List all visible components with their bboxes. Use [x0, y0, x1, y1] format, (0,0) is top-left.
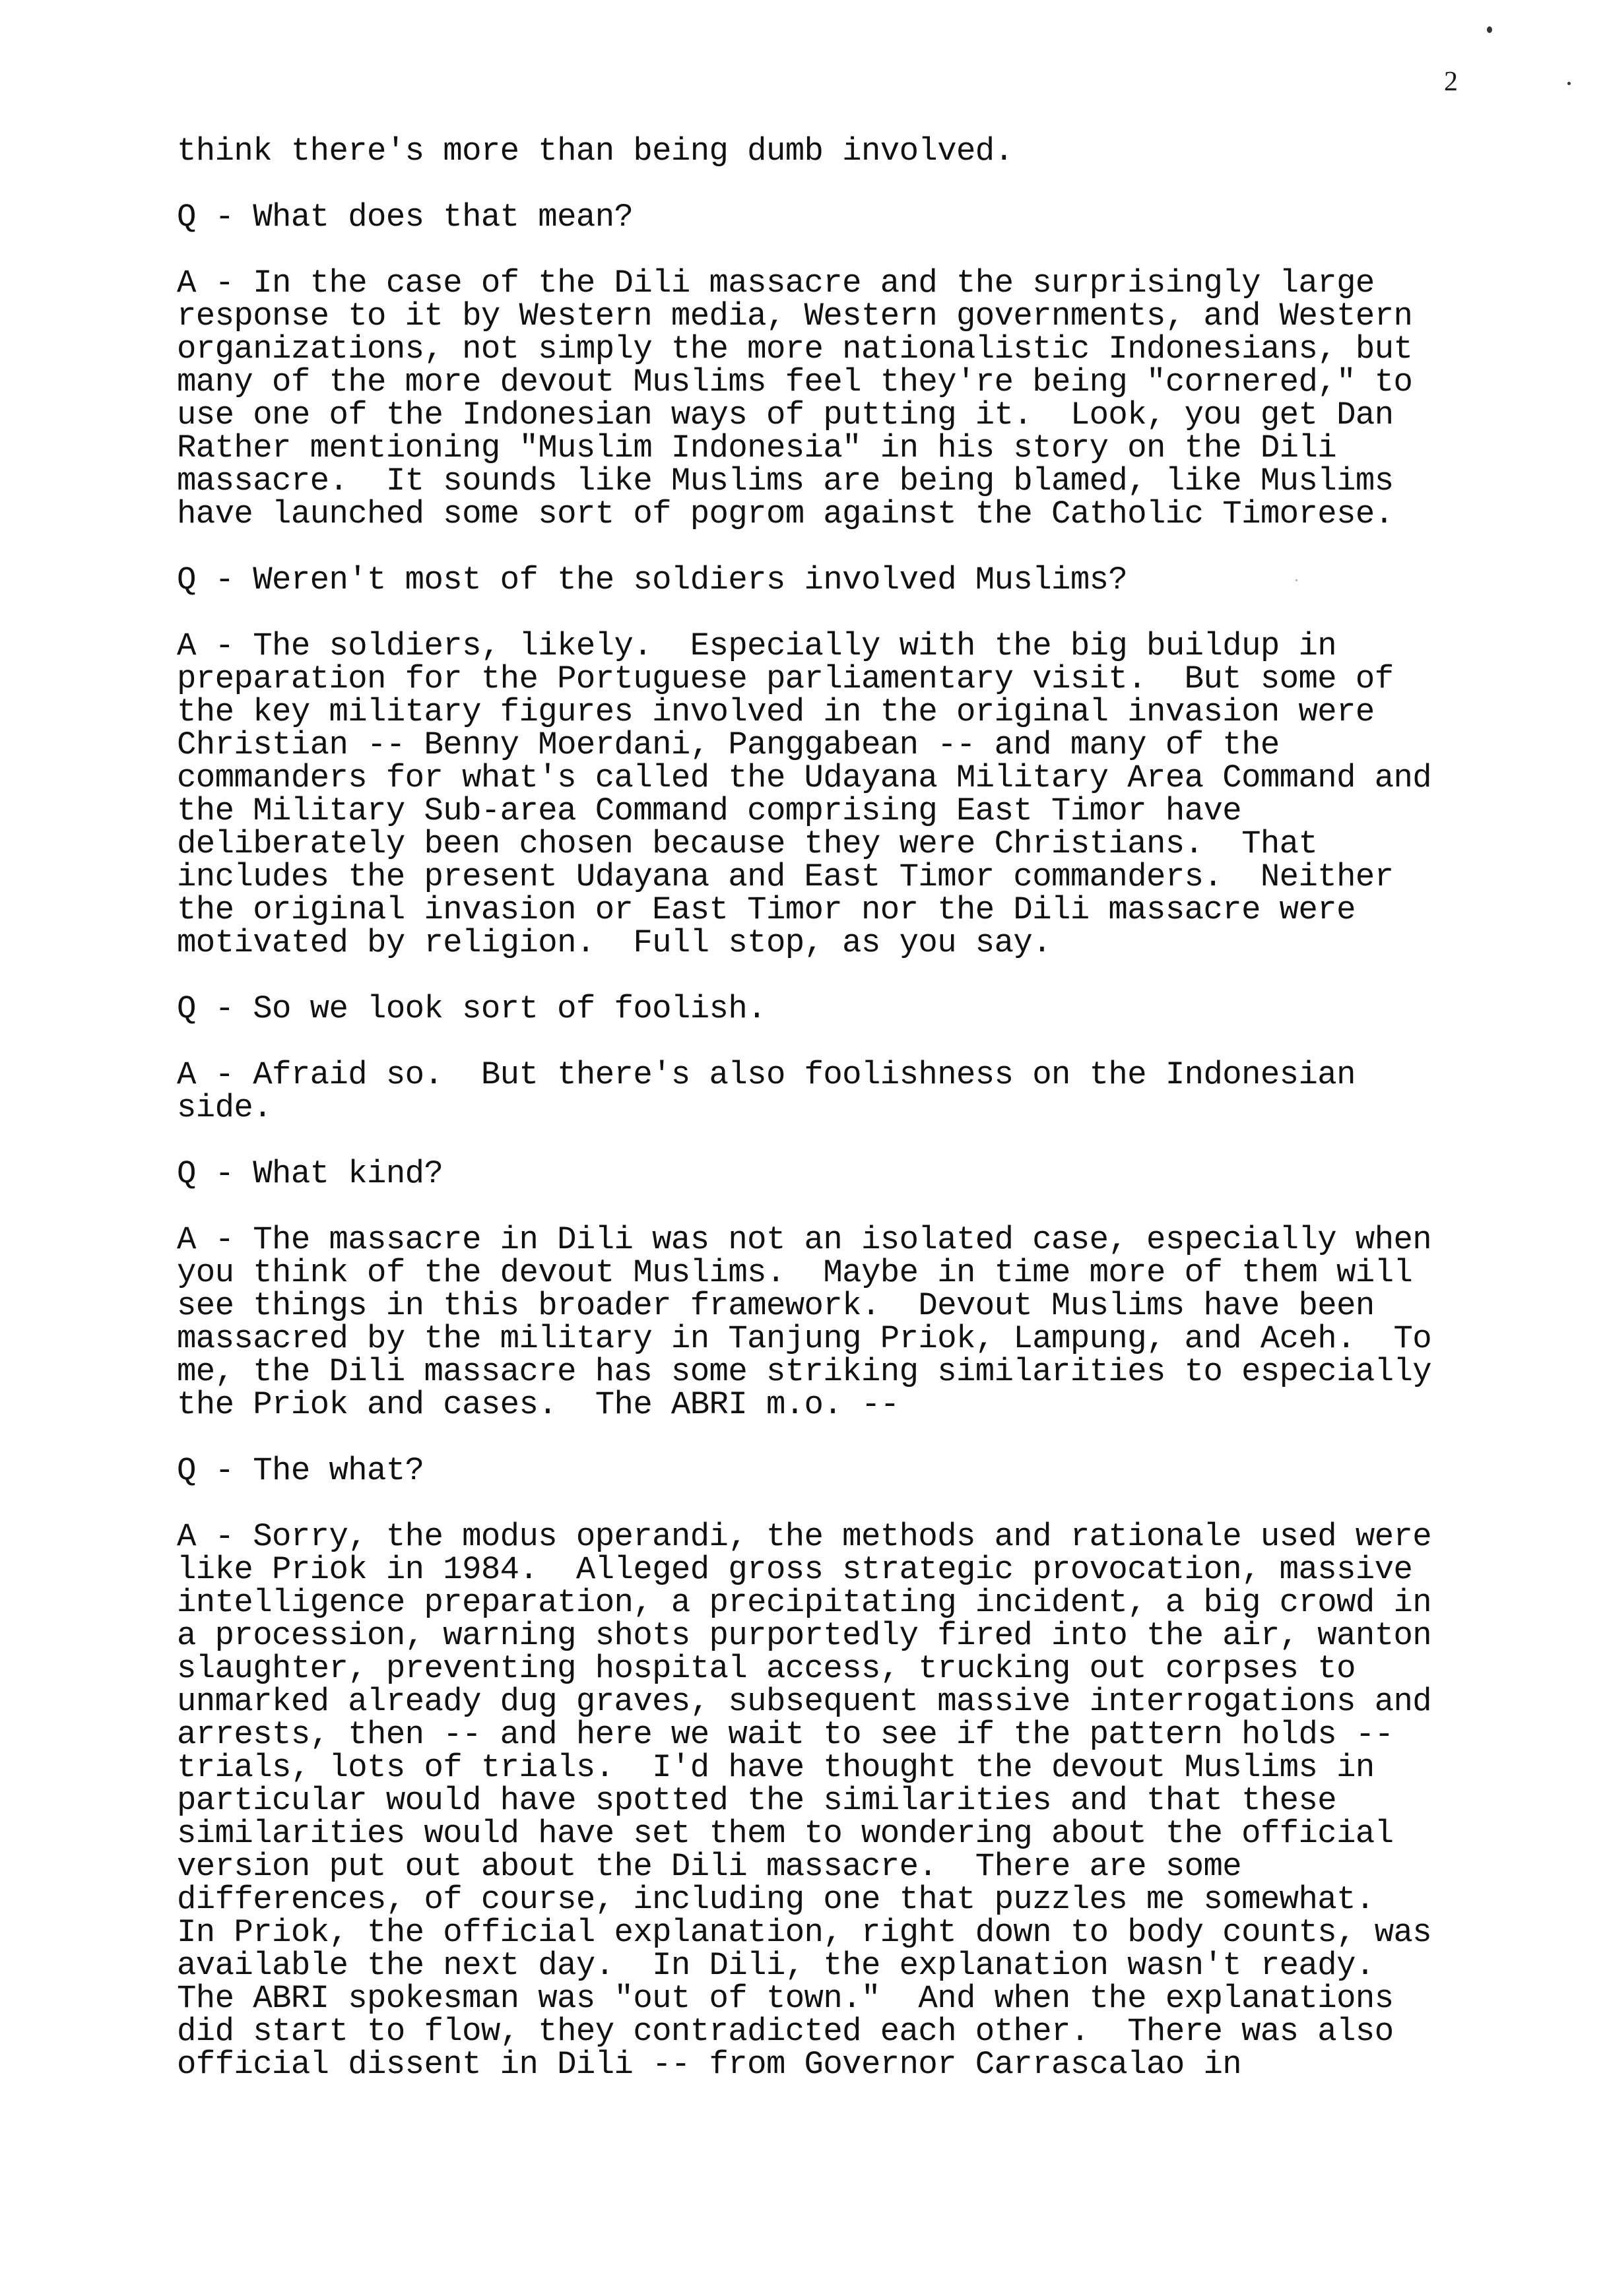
text-line: A - Sorry, the modus operandi, the methods and rationale used were	[177, 1518, 1432, 1555]
text-line: organizations, not simply the more nationalistic Indonesians, but	[177, 331, 1413, 367]
text-line: A - In the case of the Dili massacre and the surprisingly large	[177, 265, 1375, 302]
text-line: use one of the Indonesian ways of putting it. Look, you get Dan	[177, 397, 1394, 433]
paragraph-gap	[177, 1190, 1497, 1223]
text-line: unmarked already dug graves, subsequent massive interrogations and	[177, 1683, 1432, 1720]
text-line: motivated by religion. Full stop, as you say.	[177, 924, 1052, 961]
text-line: particular would have spotted the similarities and that these	[177, 1782, 1337, 1819]
paragraph-p7	[177, 1058, 1497, 1124]
text-line: official dissent in Dili -- from Governor Carrascalao in	[177, 2046, 1242, 2083]
scan-speck	[1487, 26, 1492, 33]
scan-speck	[1567, 82, 1571, 85]
text-line: arrests, then -- and here we wait to see if the pattern holds --	[177, 1716, 1394, 1753]
text-line: the original invasion or East Timor nor the Dili massacre were	[177, 891, 1356, 928]
text-line: Q - What kind?	[177, 1155, 443, 1192]
text-line: intelligence preparation, a precipitating incident, a big crowd in	[177, 1584, 1432, 1621]
text-line: you think of the devout Muslims. Maybe in time more of them will	[177, 1254, 1413, 1291]
paragraph-gap	[177, 1025, 1497, 1058]
text-line: the Military Sub-area Command comprising East Timor have	[177, 792, 1242, 829]
paragraph-p6	[177, 992, 1497, 1025]
paragraph-p10	[177, 1454, 1497, 1487]
page-number: 2	[1444, 67, 1458, 97]
paragraph-gap	[177, 1487, 1497, 1520]
text-line: massacred by the military in Tanjung Priok, Lampung, and Aceh. To	[177, 1320, 1432, 1357]
text-line: the key military figures involved in the original invasion were	[177, 693, 1375, 730]
text-line: trials, lots of trials. I'd have thought the devout Muslims in	[177, 1749, 1375, 1786]
paragraph-gap	[177, 530, 1497, 563]
text-line: slaughter, preventing hospital access, trucking out corpses to	[177, 1650, 1356, 1687]
paragraph-p3	[177, 267, 1497, 530]
paragraph-p1	[177, 135, 1497, 168]
text-line: differences, of course, including one that puzzles me somewhat.	[177, 1881, 1375, 1918]
text-line: response to it by Western media, Western governments, and Western	[177, 298, 1413, 335]
text-line: Christian -- Benny Moerdani, Panggabean -- and many of the	[177, 726, 1280, 763]
text-line: Q - So we look sort of foolish.	[177, 990, 766, 1027]
text-line: the Priok and cases. The ABRI m.o. --	[177, 1386, 900, 1423]
text-line: like Priok in 1984. Alleged gross strategic provocation, massive	[177, 1551, 1413, 1588]
paragraph-p9	[177, 1223, 1497, 1421]
paragraph-p5	[177, 629, 1497, 959]
text-line: Q - Weren't most of the soldiers involved Muslims?	[177, 561, 1128, 598]
text-line: see things in this broader framework. Devout Muslims have been	[177, 1287, 1375, 1324]
text-line: version put out about the Dili massacre. There are some	[177, 1848, 1242, 1885]
text-line: have launched some sort of pogrom against the Catholic Timorese.	[177, 495, 1394, 532]
text-line: many of the more devout Muslims feel they're being "cornered," to	[177, 364, 1413, 400]
text-line: massacre. It sounds like Muslims are being blamed, like Muslims	[177, 462, 1394, 499]
text-line: preparation for the Portuguese parliamentary visit. But some of	[177, 660, 1394, 697]
text-line: me, the Dili massacre has some striking similarities to especially	[177, 1353, 1432, 1390]
text-line: side.	[177, 1089, 273, 1126]
text-line: A - Afraid so. But there's also foolishness on the Indonesian	[177, 1056, 1356, 1093]
text-line: deliberately been chosen because they were Christians. That	[177, 825, 1318, 862]
paragraph-gap	[177, 596, 1497, 629]
paragraph-gap	[177, 168, 1497, 201]
interview-transcript	[177, 135, 1497, 2081]
text-line: In Priok, the official explanation, right down to body counts, was	[177, 1914, 1432, 1951]
text-line: Q - What does that mean?	[177, 199, 634, 236]
text-line: available the next day. In Dili, the explanation wasn't ready.	[177, 1947, 1375, 1984]
text-line: A - The massacre in Dili was not an isolated case, especially when	[177, 1221, 1432, 1258]
text-line: did start to flow, they contradicted each other. There was also	[177, 2013, 1394, 2050]
paragraph-p8	[177, 1157, 1497, 1190]
text-line: Rather mentioning "Muslim Indonesia" in his story on the Dili	[177, 430, 1337, 466]
paragraph-p11	[177, 1520, 1497, 2081]
text-line: includes the present Udayana and East Timor commanders. Neither	[177, 858, 1394, 895]
paragraph-gap	[177, 234, 1497, 267]
paragraph-gap	[177, 959, 1497, 992]
paragraph-p2	[177, 201, 1497, 234]
text-line: similarities would have set them to wondering about the official	[177, 1815, 1394, 1852]
text-line: think there's more than being dumb involved.	[177, 133, 1014, 170]
paragraph-gap	[177, 1421, 1497, 1454]
text-line: commanders for what's called the Udayana Military Area Command and	[177, 759, 1432, 796]
text-line: A - The soldiers, likely. Especially with the big buildup in	[177, 627, 1337, 664]
paragraph-gap	[177, 1124, 1497, 1157]
text-line: Q - The what?	[177, 1452, 424, 1489]
paragraph-p4	[177, 563, 1497, 596]
text-line: a procession, warning shots purportedly fired into the air, wanton	[177, 1617, 1432, 1654]
text-line: The ABRI spokesman was "out of town." And when the explanations	[177, 1980, 1394, 2017]
